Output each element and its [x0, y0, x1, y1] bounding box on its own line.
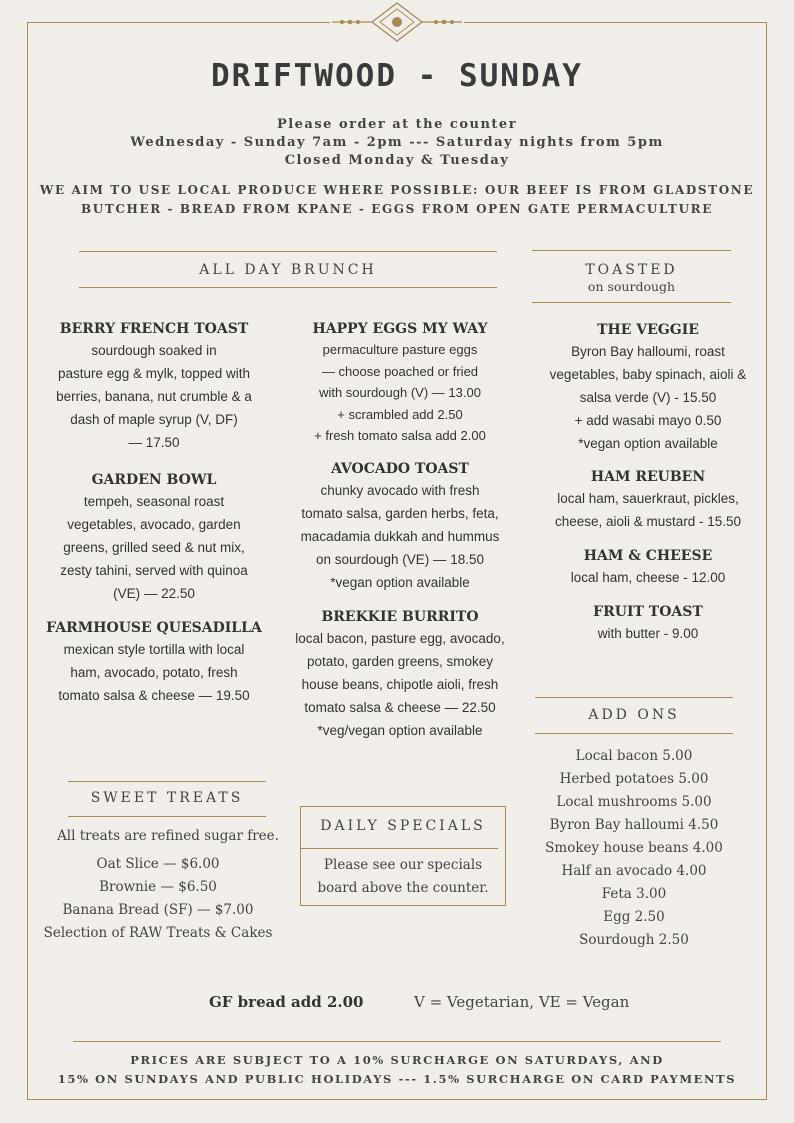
- item-description: [34, 490, 274, 605]
- item-description: [530, 566, 766, 589]
- add-on-item: Smokey house beans 4.00: [545, 840, 723, 856]
- desc-line: permaculture pasture eggs: [322, 342, 478, 357]
- diamond-ornament-icon: [330, 2, 464, 42]
- add-ons-list: [520, 745, 748, 952]
- section-heading-sweet-treats: SWEET TREATS: [90, 790, 244, 806]
- menu-item: [34, 618, 274, 707]
- surcharge-note: [0, 1051, 794, 1089]
- desc-line: cheese, aioli & mustard - 15.50: [554, 514, 742, 529]
- desc-line: (VE) — 22.50: [113, 586, 195, 601]
- divider: [79, 251, 497, 252]
- item-name: GARDEN BOWL: [91, 472, 217, 488]
- desc-line: + add wasabi mayo 0.50: [574, 413, 722, 428]
- page-title: DRIFTWOOD - SUNDAY: [211, 58, 583, 94]
- item-description: [530, 622, 766, 645]
- desc-line: + scrambled add 2.50: [337, 406, 463, 422]
- specials-line: board above the counter.: [317, 880, 489, 896]
- item-name: FARMHOUSE QUESADILLA: [46, 620, 262, 636]
- desc-line: tomato salsa & cheese — 19.50: [58, 688, 250, 703]
- desc-line: zesty tahini, served with quinoa: [60, 563, 248, 578]
- desc-line: berries, banana, nut crumble & a: [56, 389, 252, 404]
- divider: [535, 697, 733, 698]
- item-description: [279, 627, 521, 742]
- add-on-item: Sourdough 2.50: [579, 932, 689, 948]
- treat-item: Banana Bread (SF) — $7.00: [62, 902, 254, 918]
- desc-line: macadamia dukkah and hummus: [300, 529, 500, 544]
- daily-specials-text: [301, 854, 505, 900]
- item-description: [279, 479, 521, 594]
- desc-line: salsa verde (V) - 15.50: [579, 390, 717, 405]
- item-name: HAM & CHEESE: [583, 548, 713, 564]
- item-description: [279, 339, 521, 447]
- section-heading-toasted: TOASTED: [585, 262, 678, 278]
- treat-item: Brownie — $6.50: [99, 879, 217, 895]
- specials-line: Please see our specials: [323, 857, 483, 873]
- sweet-treats-note: All treats are refined sugar free.: [57, 828, 279, 844]
- desc-line: chunky avocado with fresh: [320, 483, 480, 498]
- divider: [532, 250, 731, 251]
- item-description: [530, 340, 766, 455]
- item-name: FRUIT TOAST: [593, 604, 703, 620]
- menu-item: [34, 319, 274, 454]
- desc-line: *vegan option available: [578, 436, 718, 451]
- add-on-item: Feta 3.00: [601, 886, 667, 902]
- local-produce-note: [0, 181, 794, 219]
- item-name: AVOCADO TOAST: [331, 461, 469, 477]
- hours-line: Closed Monday & Tuesday: [284, 153, 510, 168]
- item-description: [530, 487, 766, 533]
- surcharge-line: PRICES ARE SUBJECT TO A 10% SURCHARGE ON SATURDAYS, AND: [130, 1053, 664, 1067]
- desc-line: local ham, cheese - 12.00: [570, 570, 726, 585]
- local-line: WE AIM TO USE LOCAL PRODUCE WHERE POSSIBLE: OUR BEEF IS FROM GLADSTONE: [39, 183, 755, 197]
- divider: [68, 781, 266, 782]
- opening-hours: [0, 116, 794, 170]
- menu-item: [279, 319, 521, 447]
- section-heading-daily-specials: DAILY SPECIALS: [320, 818, 486, 834]
- desc-line: on sourdough (VE) — 18.50: [315, 552, 485, 567]
- divider: [301, 848, 498, 849]
- add-on-item: Local bacon 5.00: [575, 748, 693, 764]
- item-name: BREKKIE BURRITO: [321, 609, 479, 625]
- item-name: THE VEGGIE: [597, 322, 699, 338]
- desc-line: potato, garden greens, smokey: [306, 654, 494, 669]
- add-on-item: Herbed potatoes 5.00: [559, 771, 709, 787]
- desc-line: tempeh, seasonal roast: [83, 494, 225, 509]
- desc-line: local ham, sauerkraut, pickles,: [557, 491, 739, 506]
- divider: [532, 302, 731, 303]
- desc-line: ham, avocado, potato, fresh: [70, 665, 238, 680]
- section-subheading-toasted: on sourdough: [587, 279, 676, 294]
- desc-line: Byron Bay halloumi, roast: [571, 344, 725, 359]
- menu-item: [530, 467, 766, 533]
- item-description: [34, 638, 274, 707]
- desc-line: tomato salsa, garden herbs, feta,: [301, 506, 499, 521]
- menu-item: [530, 602, 766, 645]
- sweet-treats-list: [38, 853, 278, 945]
- daily-specials-box: [300, 806, 506, 906]
- add-on-item: Half an avocado 4.00: [561, 863, 707, 879]
- menu-item: [279, 607, 521, 742]
- add-on-item: Byron Bay halloumi 4.50: [549, 817, 719, 833]
- hours-line: Please order at the counter: [276, 117, 518, 132]
- desc-line: — 17.50: [128, 435, 180, 450]
- desc-line: mexican style tortilla with local: [63, 642, 245, 657]
- menu-item: [530, 320, 766, 455]
- treat-item: Oat Slice — $6.00: [96, 856, 220, 872]
- item-name: HAPPY EGGS MY WAY: [312, 321, 488, 337]
- desc-line: vegetables, avocado, garden: [67, 517, 241, 532]
- section-heading-add-ons: ADD ONS: [588, 707, 680, 723]
- desc-line: with sourdough (V) — 13.00: [319, 385, 481, 400]
- desc-line: — choose poached or fried: [321, 363, 479, 379]
- item-name: BERRY FRENCH TOAST: [59, 321, 249, 337]
- desc-line: with butter - 9.00: [597, 626, 699, 641]
- section-heading-brunch: ALL DAY BRUNCH: [199, 262, 377, 278]
- desc-line: pasture egg & mylk, topped with: [57, 366, 251, 381]
- desc-line: greens, grilled seed & nut mix,: [63, 540, 245, 555]
- hours-line: Wednesday - Sunday 7am - 2pm --- Saturday nights from 5pm: [130, 135, 664, 150]
- gf-bread-note: GF bread add 2.00: [209, 993, 364, 1011]
- menu-item: [279, 459, 521, 594]
- surcharge-line: 15% ON SUNDAYS AND PUBLIC HOLIDAYS --- 1.5% SURCHARGE ON CARD PAYMENTS: [57, 1072, 737, 1086]
- desc-line: sourdough soaked in: [91, 343, 217, 358]
- desc-line: *vegan option available: [330, 575, 470, 590]
- desc-line: *veg/vegan option available: [317, 723, 483, 738]
- item-description: [34, 339, 274, 454]
- treat-item: Selection of RAW Treats & Cakes: [43, 925, 273, 941]
- item-name: HAM REUBEN: [590, 469, 706, 485]
- divider: [68, 816, 266, 817]
- local-line: BUTCHER - BREAD FROM KPANE - EGGS FROM OPEN GATE PERMACULTURE: [81, 202, 713, 216]
- desc-line: vegetables, baby spinach, aioli &: [549, 367, 747, 382]
- diet-legend: V = Vegetarian, VE = Vegan: [414, 993, 630, 1011]
- desc-line: dash of maple syrup (V, DF): [70, 412, 238, 427]
- divider: [535, 733, 733, 734]
- menu-item: [34, 470, 274, 605]
- desc-line: + fresh tomato salsa add 2.00: [314, 428, 486, 443]
- add-on-item: Local mushrooms 5.00: [556, 794, 712, 810]
- divider: [79, 287, 497, 288]
- add-on-item: Egg 2.50: [603, 909, 665, 925]
- desc-line: house beans, chipotle aioli, fresh: [301, 677, 499, 692]
- desc-line: local bacon, pasture egg, avocado,: [295, 631, 505, 646]
- menu-item: [530, 546, 766, 589]
- desc-line: tomato salsa & cheese — 22.50: [304, 700, 496, 715]
- divider: [73, 1041, 721, 1042]
